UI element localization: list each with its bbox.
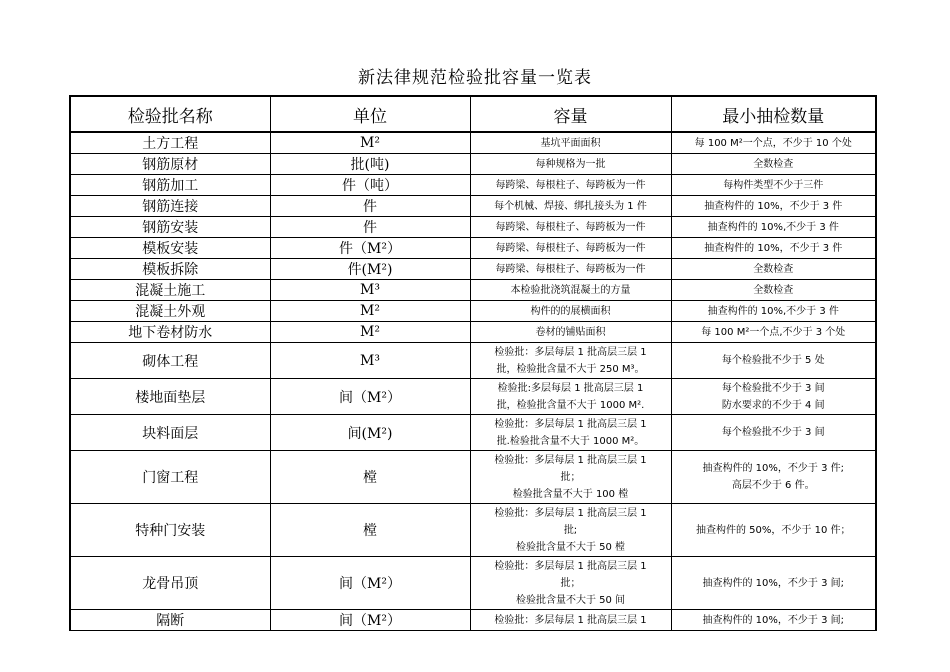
header-unit: 单位	[270, 96, 470, 132]
capacity-cell	[470, 415, 671, 451]
unit-cell: 樘	[270, 451, 470, 504]
unit-cell: 间(M²)	[270, 415, 470, 451]
capacity-line: 检验批：多层每层 1 批高层三层 1	[494, 507, 647, 519]
inspection-batch-table	[69, 95, 877, 631]
capacity-cell	[470, 154, 671, 175]
table-row	[70, 610, 876, 631]
batch-name-cell: 混凝土施工	[70, 280, 270, 301]
batch-name-cell: 块料面层	[70, 415, 270, 451]
unit-cell: M²	[270, 322, 470, 343]
minimum-line: 全数检查	[753, 284, 794, 296]
capacity-line: 检验批：多层每层 1 批高层三层 1	[494, 418, 647, 430]
batch-name-cell: 钢筋连接	[70, 196, 270, 217]
batch-name-cell: 特种门安装	[70, 504, 270, 557]
unit-cell: 件（M²）	[270, 238, 470, 259]
minimum-line: 每个检验批不少于 3 间	[721, 427, 825, 438]
batch-name-cell: 门窗工程	[70, 451, 270, 504]
minimum-line: 抽查构件的 10%,不少于 3 件	[707, 305, 839, 317]
unit-cell: 间（M²）	[270, 379, 470, 415]
minimum-line: 抽查构件的 10%,不少于 3 件	[707, 221, 839, 233]
capacity-line: 检验批：多层每层 1 批高层三层 1	[494, 454, 647, 466]
capacity-line: 检验批：多层每层 1 批高层三层 1	[494, 560, 647, 572]
table-row	[70, 343, 876, 379]
table-row	[70, 557, 876, 610]
capacity-cell	[470, 610, 671, 631]
minimum-sample-cell	[671, 322, 876, 343]
capacity-line: 本检验批浇筑混凝土的方量	[510, 284, 631, 296]
batch-name-cell: 钢筋安装	[70, 217, 270, 238]
batch-name-cell: 模板安装	[70, 238, 270, 259]
minimum-sample-cell	[671, 175, 876, 196]
table-row	[70, 238, 876, 259]
capacity-line: 检验批：多层每层 1 批高层三层 1	[494, 346, 647, 358]
capacity-line: 批；	[560, 577, 581, 589]
capacity-line: 每种规格为一批	[535, 158, 606, 170]
batch-name-cell: 楼地面垫层	[70, 379, 270, 415]
capacity-line: 每跨梁、每根柱子、每跨板为一件	[495, 221, 646, 233]
unit-cell: M²	[270, 301, 470, 322]
minimum-line: 抽查构件的 10%，不少于 3 件;	[702, 463, 844, 474]
table-row	[70, 132, 876, 154]
batch-name-cell: 砌体工程	[70, 343, 270, 379]
capacity-cell	[470, 322, 671, 343]
capacity-cell	[470, 504, 671, 557]
batch-name-cell: 钢筋原材	[70, 154, 270, 175]
capacity-cell	[470, 132, 671, 154]
unit-cell: 批(吨)	[270, 154, 470, 175]
capacity-line: 批；	[560, 471, 581, 483]
minimum-sample-cell	[671, 132, 876, 154]
capacity-line: 每跨梁、每根柱子、每跨板为一件	[495, 263, 646, 275]
capacity-line: 检验批：多层每层 1 批高层三层 1	[494, 614, 647, 626]
capacity-line: 检验批:多层每层 1 批高层三层 1	[497, 382, 644, 394]
table-body	[70, 132, 876, 631]
unit-cell: M²	[270, 132, 470, 154]
minimum-sample-cell	[671, 343, 876, 379]
table-row	[70, 322, 876, 343]
header-minimum: 最小抽检数量	[671, 96, 876, 132]
capacity-line: 卷材的铺贴面积	[535, 326, 606, 338]
minimum-line: 每构件类型不少于三件	[723, 179, 824, 191]
capacity-cell	[470, 557, 671, 610]
unit-cell: 间（M²）	[270, 610, 470, 631]
capacity-cell	[470, 451, 671, 504]
capacity-cell	[470, 280, 671, 301]
capacity-line: 基坑平面面积	[540, 137, 601, 149]
capacity-cell	[470, 217, 671, 238]
unit-cell: 樘	[270, 504, 470, 557]
capacity-cell	[470, 175, 671, 196]
table-row	[70, 280, 876, 301]
table-row	[70, 379, 876, 415]
capacity-line: 检验批含量不大于 50 间	[515, 594, 626, 606]
minimum-line: 抽查构件的 10%，不少于 3 间;	[702, 577, 844, 589]
unit-cell: M³	[270, 343, 470, 379]
minimum-line: 抽查构件的 10%，不少于 3 件	[704, 200, 843, 212]
capacity-cell	[470, 379, 671, 415]
batch-name-cell: 地下卷材防水	[70, 322, 270, 343]
unit-cell: 件	[270, 217, 470, 238]
minimum-line: 防水要求的不少于 4 间	[721, 399, 825, 411]
unit-cell: M³	[270, 280, 470, 301]
minimum-sample-cell	[671, 504, 876, 557]
minimum-line: 每个检验批不少于 5 处	[721, 355, 825, 366]
unit-cell: 间（M²）	[270, 557, 470, 610]
minimum-sample-cell	[671, 451, 876, 504]
table-row	[70, 415, 876, 451]
minimum-line: 全数检查	[753, 263, 794, 275]
capacity-cell	[470, 343, 671, 379]
capacity-cell	[470, 301, 671, 322]
batch-name-cell: 土方工程	[70, 132, 270, 154]
capacity-line: 构件的的展横面积	[530, 305, 611, 317]
minimum-line: 每 100 M²一个点，不少于 10 个处	[694, 137, 852, 149]
batch-name-cell: 模板拆除	[70, 259, 270, 280]
table-row	[70, 196, 876, 217]
minimum-line: 抽查构件的 10%，不少于 3 间;	[702, 614, 844, 626]
minimum-line: 每个检验批不少于 3 间	[721, 382, 825, 394]
capacity-line: 每跨梁、每根柱子、每跨板为一件	[495, 179, 646, 191]
header-name: 检验批名称	[70, 96, 270, 132]
batch-name-cell: 隔断	[70, 610, 270, 631]
minimum-sample-cell	[671, 217, 876, 238]
table-row	[70, 175, 876, 196]
minimum-line: 全数检查	[753, 158, 794, 170]
table-row	[70, 154, 876, 175]
table-header-row	[70, 96, 876, 132]
minimum-sample-cell	[671, 557, 876, 610]
capacity-line: 批，检验批含量不大于 1000 M².	[496, 399, 645, 411]
document-title: 新法律规范检验批容量一览表	[358, 68, 592, 88]
capacity-cell	[470, 196, 671, 217]
capacity-line: 批.检验批含量不大于 1000 M²。	[496, 435, 645, 447]
minimum-sample-cell	[671, 154, 876, 175]
unit-cell: 件	[270, 196, 470, 217]
table-row	[70, 301, 876, 322]
batch-name-cell: 混凝土外观	[70, 301, 270, 322]
capacity-line: 检验批含量不大于 100 樘	[512, 488, 629, 500]
capacity-line: 每个机械、焊接、绑扎接头为 1 件	[494, 200, 647, 212]
minimum-sample-cell	[671, 280, 876, 301]
minimum-sample-cell	[671, 301, 876, 322]
table-row	[70, 451, 876, 504]
minimum-sample-cell	[671, 610, 876, 631]
minimum-line: 抽查构件的 50%，不少于 10 件；	[696, 524, 851, 536]
minimum-sample-cell	[671, 196, 876, 217]
minimum-sample-cell	[671, 259, 876, 280]
capacity-line: 每跨梁、每根柱子、每跨板为一件	[495, 242, 646, 254]
batch-name-cell: 龙骨吊顶	[70, 557, 270, 610]
capacity-line: 批，检验批含量不大于 250 M³。	[496, 363, 645, 375]
minimum-line: 抽查构件的 10%，不少于 3 件	[704, 242, 843, 254]
header-capacity: 容量	[470, 96, 671, 132]
capacity-line: 批;	[563, 524, 578, 536]
minimum-sample-cell	[671, 379, 876, 415]
table-row	[70, 217, 876, 238]
minimum-line: 高层不少于 6 件。	[731, 480, 815, 491]
table-row	[70, 259, 876, 280]
minimum-sample-cell	[671, 238, 876, 259]
table-row	[70, 504, 876, 557]
unit-cell: 件（吨）	[270, 175, 470, 196]
minimum-sample-cell	[671, 415, 876, 451]
batch-name-cell: 钢筋加工	[70, 175, 270, 196]
capacity-cell	[470, 238, 671, 259]
capacity-line: 检验批含量不大于 50 樘	[515, 541, 626, 553]
minimum-line: 每 100 M²一个点,不少于 3 个处	[701, 326, 846, 338]
unit-cell: 件(M²)	[270, 259, 470, 280]
capacity-cell	[470, 259, 671, 280]
